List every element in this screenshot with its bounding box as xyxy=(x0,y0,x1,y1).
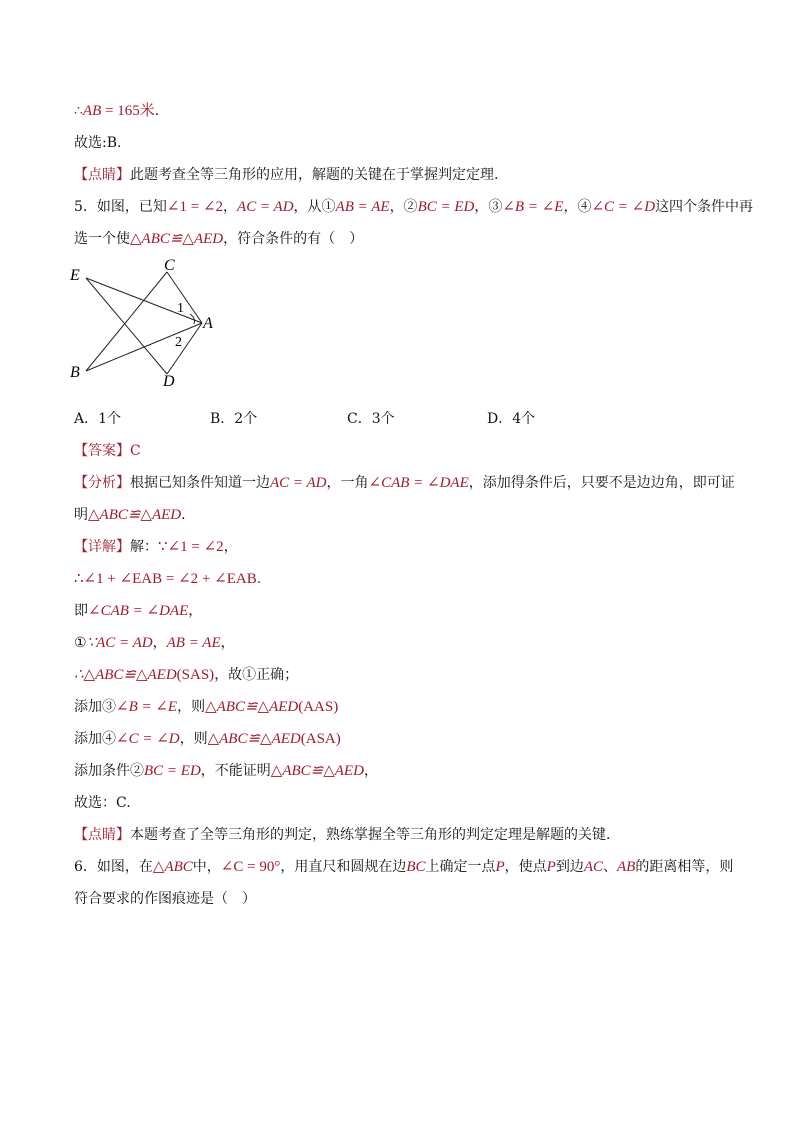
math-expr: (ASA) xyxy=(300,731,341,747)
q6-text: ，用直尺和圆规在边 xyxy=(280,859,407,875)
q5-text: 5．如图，已知 xyxy=(74,199,167,215)
comment-line xyxy=(74,166,498,184)
detail-line-1 xyxy=(74,538,238,556)
math-expr: △ABC≌△AED xyxy=(205,699,299,715)
math-expr: AB = AE xyxy=(166,635,221,651)
math-angle-c: ∠C = 90° xyxy=(220,859,281,875)
q5-text: ，③ xyxy=(474,199,503,215)
math-expr: ∠CAB = ∠DAE xyxy=(88,603,189,619)
option-b[interactable]: B．2个 xyxy=(210,411,258,427)
detail-text: 添加④ xyxy=(74,731,116,747)
analysis-text: 明 xyxy=(74,507,88,523)
detail-text: 故选：C xyxy=(74,795,127,811)
review-tag: 【点睛】 xyxy=(74,827,130,843)
math-expr: ∠B = ∠E xyxy=(116,699,178,715)
q5-text: ， xyxy=(223,199,238,215)
q5-text: ，② xyxy=(389,199,418,215)
math-cab-dae: ∠CAB = ∠DAE xyxy=(368,475,469,491)
question-6-line-1 xyxy=(74,858,733,876)
choice-text: 故选:B xyxy=(74,135,118,151)
detail-tag: 【详解】 xyxy=(74,539,130,555)
option-d[interactable]: D．4个 xyxy=(487,411,536,427)
math-expr: ∵∠1 = ∠2 xyxy=(158,539,224,555)
choice-line xyxy=(74,134,121,152)
math-bc-ed: BC = ED xyxy=(417,199,475,215)
detail-text: ， xyxy=(152,635,167,651)
detail-line-8 xyxy=(74,762,378,780)
math-expr: (AAS) xyxy=(298,699,339,715)
detail-text: ，故①正确； xyxy=(214,667,299,683)
comment-tag: 【点睛】 xyxy=(74,167,130,183)
analysis-line-1 xyxy=(74,474,735,492)
period: . xyxy=(126,795,131,811)
detail-text: ， xyxy=(363,763,378,779)
period: . xyxy=(494,167,499,183)
detail-text: ，则 xyxy=(179,731,208,747)
comment-text: 此题考查全等三角形的应用，解题的关键在于掌握判定定理 xyxy=(130,167,494,183)
detail-text: ， xyxy=(220,635,235,651)
q6-text: ，使点 xyxy=(504,859,547,875)
math-p: P xyxy=(546,859,556,875)
analysis-text: 根据已知条件知道一边 xyxy=(130,475,270,491)
math-expr: ∴∠1 + ∠EAB = ∠2 + ∠EAB xyxy=(74,571,257,587)
q6-text: 上确定一点 xyxy=(425,859,496,875)
math-ac: AC xyxy=(583,859,604,875)
q6-text: 6．如图，在 xyxy=(74,859,153,875)
detail-line-6 xyxy=(74,698,338,716)
math-expr: ∠C = ∠D xyxy=(116,731,180,747)
q5-text: 选一个使 xyxy=(74,231,130,247)
math-c-d: ∠C = ∠D xyxy=(591,199,656,215)
math-ab-value: = 165米 xyxy=(101,103,155,119)
q5-text: ，从① xyxy=(293,199,336,215)
math-expr: △ABC≌△AED xyxy=(207,731,301,747)
label-a: A xyxy=(203,315,213,332)
math-ab: AB xyxy=(617,859,636,875)
math-congruent: △ABC≌△AED xyxy=(88,507,182,523)
math-ac-ad: AC = AD xyxy=(237,199,294,215)
math-angles: ∠1 = ∠2 xyxy=(166,199,224,215)
math-congruent: △ABC≌△AED xyxy=(130,231,224,247)
segment-ed xyxy=(86,278,167,374)
q5-text: 这四个条件中再 xyxy=(655,199,754,215)
therefore-symbol: ∴ xyxy=(74,103,83,119)
question-5-line-1 xyxy=(74,198,753,216)
math-expr: ∴△ABC≌△AED xyxy=(74,667,177,683)
analysis-tag: 【分析】 xyxy=(74,475,130,491)
label-angle-1: 1 xyxy=(177,301,184,316)
geometry-figure xyxy=(66,258,226,388)
detail-line-2 xyxy=(74,570,261,588)
analysis-text: ，添加得条件后，只要不是边边角，即可证 xyxy=(468,475,735,491)
label-angle-2: 2 xyxy=(175,335,182,350)
period: . xyxy=(256,571,262,587)
detail-text: 添加条件② xyxy=(74,763,144,779)
detail-line-5 xyxy=(74,666,298,684)
math-b-e: ∠B = ∠E xyxy=(502,199,564,215)
question-6-line-2 xyxy=(74,890,256,908)
math-expr: △ABC≌△AED xyxy=(270,763,364,779)
math-triangle: △ABC xyxy=(152,859,193,875)
detail-text: ① xyxy=(74,635,87,651)
detail-text: 添加③ xyxy=(74,699,116,715)
math-ab: AB xyxy=(82,103,102,119)
detail-text: ，不能证明 xyxy=(200,763,271,779)
q6-text: 到边 xyxy=(555,859,584,875)
math-bc: BC xyxy=(406,859,426,875)
review-line xyxy=(74,826,610,844)
math-expr: ∵AC = AD xyxy=(86,635,153,651)
detail-line-4 xyxy=(74,634,235,652)
math-expr: BC = ED xyxy=(144,763,201,779)
answer-line xyxy=(74,442,141,460)
q5-text: ，符合条件的有（ ） xyxy=(223,231,364,247)
detail-text: ， xyxy=(223,539,238,555)
q6-text: 、 xyxy=(603,859,618,875)
math-ac-ad: AC = AD xyxy=(270,475,327,491)
detail-line-3 xyxy=(74,602,202,620)
detail-line-7 xyxy=(74,730,341,748)
review-text: 本题考查了全等三角形的判定，熟练掌握全等三角形的判定定理是解题的关键 xyxy=(130,827,606,843)
q6-text: 中， xyxy=(192,859,221,875)
detail-line-9 xyxy=(74,794,131,812)
detail-text: 即 xyxy=(74,603,88,619)
q6-text: 的距离相等，则 xyxy=(635,859,734,875)
label-e: E xyxy=(70,267,80,284)
period: . xyxy=(154,103,160,119)
math-expr: (SAS) xyxy=(176,667,215,683)
period: . xyxy=(606,827,611,843)
segment-ca xyxy=(167,272,202,323)
q6-text: 符合要求的作图痕迹是（ ） xyxy=(74,891,256,907)
option-c[interactable]: C．3个 xyxy=(347,411,395,427)
period: . xyxy=(117,135,122,151)
detail-text: ，则 xyxy=(177,699,206,715)
q5-text: ，④ xyxy=(563,199,592,215)
analysis-text: ，一角 xyxy=(326,475,369,491)
segment-ba xyxy=(86,323,202,371)
conclusion-line xyxy=(74,102,159,120)
label-b: B xyxy=(70,364,80,381)
answer-value: C xyxy=(130,443,141,459)
math-ab-ae: AB = AE xyxy=(335,199,390,215)
math-p: P xyxy=(495,859,505,875)
segment-bc xyxy=(86,272,167,371)
detail-text: 解： xyxy=(130,539,158,555)
option-a[interactable]: A．1个 xyxy=(74,411,122,427)
answer-tag: 【答案】 xyxy=(74,443,130,459)
label-c: C xyxy=(164,258,175,274)
detail-text: ， xyxy=(188,603,203,619)
label-d: D xyxy=(163,373,175,388)
period: . xyxy=(181,507,186,523)
analysis-line-2 xyxy=(74,506,186,524)
question-5-line-2 xyxy=(74,230,363,248)
